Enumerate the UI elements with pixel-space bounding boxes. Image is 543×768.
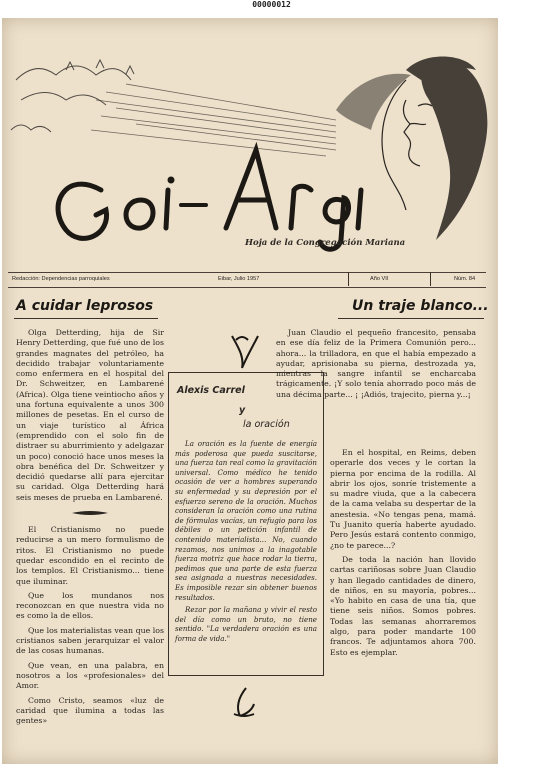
- flourish-bottom-icon: [228, 684, 260, 720]
- left-article-body: [16, 328, 164, 730]
- redaccion-text: Redacción: Dependencias parroquiales: [12, 276, 110, 282]
- alexis-carrel-box: [168, 372, 324, 676]
- left-paragraph: Que los materialistas vean que los cristianos saben jerarquizar el valor de las cosas humanas.: [16, 625, 164, 656]
- left-paragraph: Que los mundanos nos reconozcan en que nuestra vida no es como la de ellos.: [16, 590, 164, 621]
- left-headline-rule: [14, 318, 158, 319]
- right-article-body-lower: [330, 448, 476, 662]
- place-date-text: Eibar, Julio 1957: [218, 276, 260, 282]
- infobar-divider: [348, 272, 349, 286]
- light-rays-icon: [91, 84, 336, 156]
- right-paragraph: De toda la nación han llovido cartas cariñosas sobre Juan Claudio y han llegado cantidades de dinero, de niños, en su mayoría, pobres... «Yo habito en casa de una tía, que tiene seis niños. Somos pobres. Todas las semanas ahorraremos algo, para poder mandarte 100 francos. Te adjuntamos ahora 700. Esto es ejemplar.: [330, 554, 476, 657]
- right-headline: Un traje blanco...: [352, 298, 489, 314]
- info-bar: [8, 272, 486, 288]
- right-article-body: [276, 328, 476, 404]
- masthead-title-logo: [58, 150, 361, 249]
- divider-ornament-icon: [70, 509, 110, 517]
- infobar-divider: [430, 272, 431, 286]
- box-title: Alexis Carrel: [177, 385, 245, 396]
- masthead-illustration: [6, 40, 494, 260]
- box-text: [175, 439, 317, 646]
- number-text: Núm. 84: [454, 276, 476, 282]
- right-headline-rule: [338, 318, 484, 319]
- right-paragraph: Juan Claudio el pequeño francesito, pensaba en ese día feliz de la Primera Comunión pero... ahora... la trilladora, en que el había empezado a ayudar, aprisionaba su pierna, destrozada ya, mientras la sangre infantil se encharcaba trágicamente. ¡Y solo tenía ahorrado poco más de una décima parte... ¡ ¡Adiós, trajecito, pierna y...¡: [276, 328, 476, 399]
- left-paragraph: Olga Detterding, hija de Sir Henry Detterding, que fué uno de los grandes magnates del petróleo, ha decidido trabajar voluntariamente como enfermera en el hospital del Dr. Schweitzer, en Lambarené (Africa). Olga tiene veintiocho años y una fortuna equivalente a unos 300 millones de pesetas. En el curso de un viaje turístico al África (emprendido con el solo fin de distraer su aburrimiento y adelgazar un poco) conoció hace unos meses la obra benéfica del Dr. Schweitzer y decidió quedarse allí para ejercitar su caridad. Olga Detterding hará seis meses de prueba en Lambarené.: [16, 328, 164, 502]
- foliage-icon: [11, 60, 134, 132]
- flourish-top-icon: [226, 330, 262, 370]
- box-conjunction: y: [239, 405, 246, 416]
- year-text: Año VII: [370, 276, 389, 282]
- page-id: 00000012: [252, 0, 291, 9]
- box-paragraph: Rezar por la mañana y vivir el resto del día como un bruto, no tiene sentido. "La verdadera oración es una forma de vida.": [175, 605, 317, 643]
- woman-portrait-icon: [382, 80, 432, 210]
- left-paragraph: Como Cristo, seamos «luz de caridad que ilumina a todas las gentes»: [16, 695, 164, 726]
- box-subtitle: la oración: [243, 419, 290, 430]
- right-paragraph: En el hospital, en Reims, deben operarle dos veces y le cortan la pierna por encima de la rodilla. Al abrir los ojos, sonríe tristemente a su madre viuda, que a la cabecera de la cama velaba su despertar de la anestesia. «No tengas pena, mamá. Tu Juanito quería haberte ayudado. Pero Jesús estará contento conmigo, ¿no te parece...?: [330, 448, 476, 550]
- left-paragraph: El Cristianismo no puede reducirse a un mero formulismo de ritos. El Cristianismo no puede quedar escondido en el recinto de los templos. El Cristianismo... tiene que iluminar.: [16, 525, 164, 586]
- masthead-subtitle: Hoja de la Congregación Mariana: [245, 238, 406, 248]
- left-headline: A cuidar leprosos: [16, 298, 154, 314]
- box-paragraph: La oración es la fuente de energía más poderosa que pueda suscitarse, una fuerza tan real como la gravitación universal. Como médico he tenido ocasión de ver a hombres superando su enfermedad y su depresión por el esfuerzo sereno de la oración. Muchos consideran la oración como una rutina de fórmulas vacías, un refugio para los débiles o un petición infantil de contenido materialista... No, cuando rezamos, nos unimos a la inagotable fuerza motriz que hace rodar la tierra, pedimos que una parte de esta fuerza sea asignada a nuestras necesidades. Es imposible rezar sin obtener buenos resultados.: [175, 439, 317, 602]
- left-paragraph: Que vean, en una palabra, en nosotros a los «profesionales» del Amor.: [16, 660, 164, 691]
